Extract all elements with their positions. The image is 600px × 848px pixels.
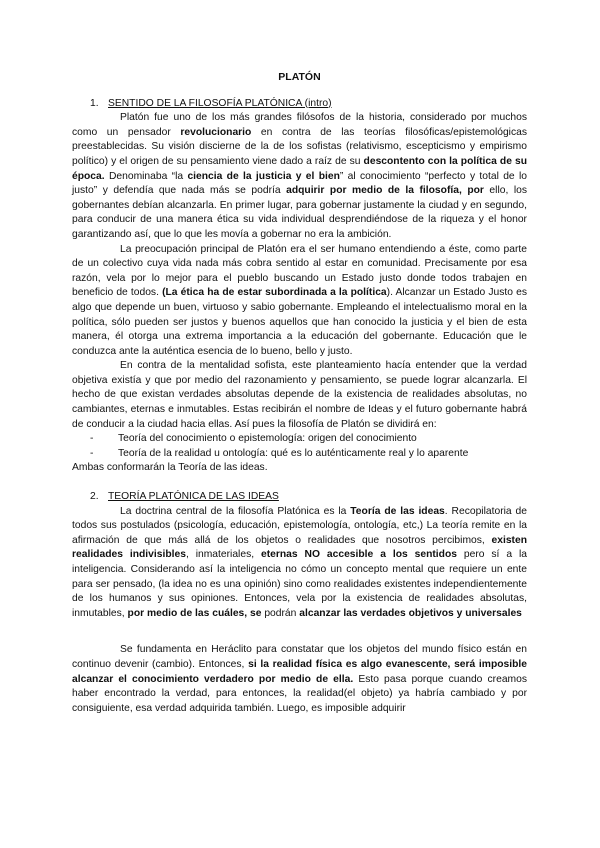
section-1-heading: [90, 97, 527, 112]
list-item: - Teoría del conocimiento o epistemología: origen del conocimiento: [90, 433, 417, 445]
list-item: - Teoría de la realidad u ontología: qué es lo auténticamente real y lo aparente: [90, 447, 469, 459]
section-title: TEORÍA PLATÓNICA DE LAS IDEAS: [108, 491, 279, 503]
paragraph: La preocupación principal de Platón era el ser humano entendiendo a éste, como parte de un colectivo cuya vida nada más cobra sentido al estar en comunidad. Precisamente por esa razón, vela por lo mejor para el pueblo buscando un Estado justo donde todos trabajen en beneficio de todos. (La ética ha de estar subordinada a la política). Alcanzar un Estado Justo es algo que depende un buen, virtuoso y sabio gobernante. Empleando el intelectualismo moral en la política, sólo pueden ser justos y buenos aquellos que han conocido la justicia y el bien de esta manera, él otorga una extrema importancia a la educación del gobernante. Educación que le conduzca ante la auténtica esencia de lo bueno, bello y justo.: [72, 243, 527, 357]
paragraph: Se fundamenta en Heráclito para constatar que los objetos del mundo físico están en continuo devenir (cambio). Entonces, si la realidad física es algo evanescente, será imposible alcanzar el conocimiento verdadero por medio de ella. Esto pasa porque cuando creamos haber encontrado la verdad, para entonces, la realidad(el objeto) ya habría cambiado y por consiguiente, esa verdad adquirida también. Luego, es imposible adquirir: [72, 644, 527, 714]
document-page: [72, 70, 527, 716]
section-2-heading: [90, 490, 527, 505]
section-1: [72, 97, 527, 476]
paragraph: La doctrina central de la filosofía Platónica es la Teoría de las ideas. Recopilatoria de todos sus postulados (psicología, educación, epistemología, ontología, etc,) La teoría remite en la afirmación de que más allá de los objetos o realidades que nosotros percibimos, existen realidades indivisibles, inmateriales, eternas NO accesible a los sentidos pero sí a la inteligencia. Considerando así la inteligencia no cómo un concepto mental que requiere un ente para ser pensado, (la idea no es una opinión) sino como realidades existentes independientemente de los humanos y sus opiniones. Entonces, vela por la existencia de realidades absolutas, inmutables, por medio de las cuáles, se podrán alcanzar las verdades objetivos y universales: [72, 505, 527, 619]
document-title: PLATÓN: [278, 71, 321, 83]
closing-line: Ambas conformarán la Teoría de las ideas.: [72, 462, 268, 474]
section-number: 2.: [90, 491, 99, 503]
paragraph: Platón fue uno de los más grandes filósofos de la historia, considerado por muchos como un pensador revolucionario en contra de las teorías filosóficas/epistemológicas preestablecidas. Su visión discierne de la de los sofistas (relativismo, escepticismo y empirismo político) y el origen de su pensamiento viene dado a raíz de su descontento con la política de su época. Denominaba “la ciencia de la justicia y el bien” al conocimiento “perfecto y total de lo justo” y defendía que nada más se podría adquirir por medio de la filosofía, por ello, los gobernantes debían alcanzarla. En primer lugar, para gobernar justamente la ciudad y en segundo, para conducir de una manera ética su vida individual desprendiéndose de la riqueza y el honor garantizando así, que lo que les movía a gobernar no era la ambición.: [72, 112, 527, 240]
section-2: [72, 490, 527, 716]
paragraph: En contra de la mentalidad sofista, este planteamiento hacía entender que la verdad objetiva existía y que por medio del razonamiento y pensamiento, se puede lograr alcanzarla. El hecho de que existan verdades absolutas depende de la existencia de realidades absolutas, no cambiantes, eternas e inmutables. Estas recibirán el nombre de Ideas y el futuro gobernante habrá de conducir a la ciudad hacia ellas. Así pues la filosofía de Platón se dividirá en:: [72, 360, 527, 430]
section-number: 1.: [90, 97, 99, 109]
bullet-list: [72, 432, 527, 461]
section-title: SENTIDO DE LA FILOSOFÍA PLATÓNICA (intro): [108, 97, 332, 109]
